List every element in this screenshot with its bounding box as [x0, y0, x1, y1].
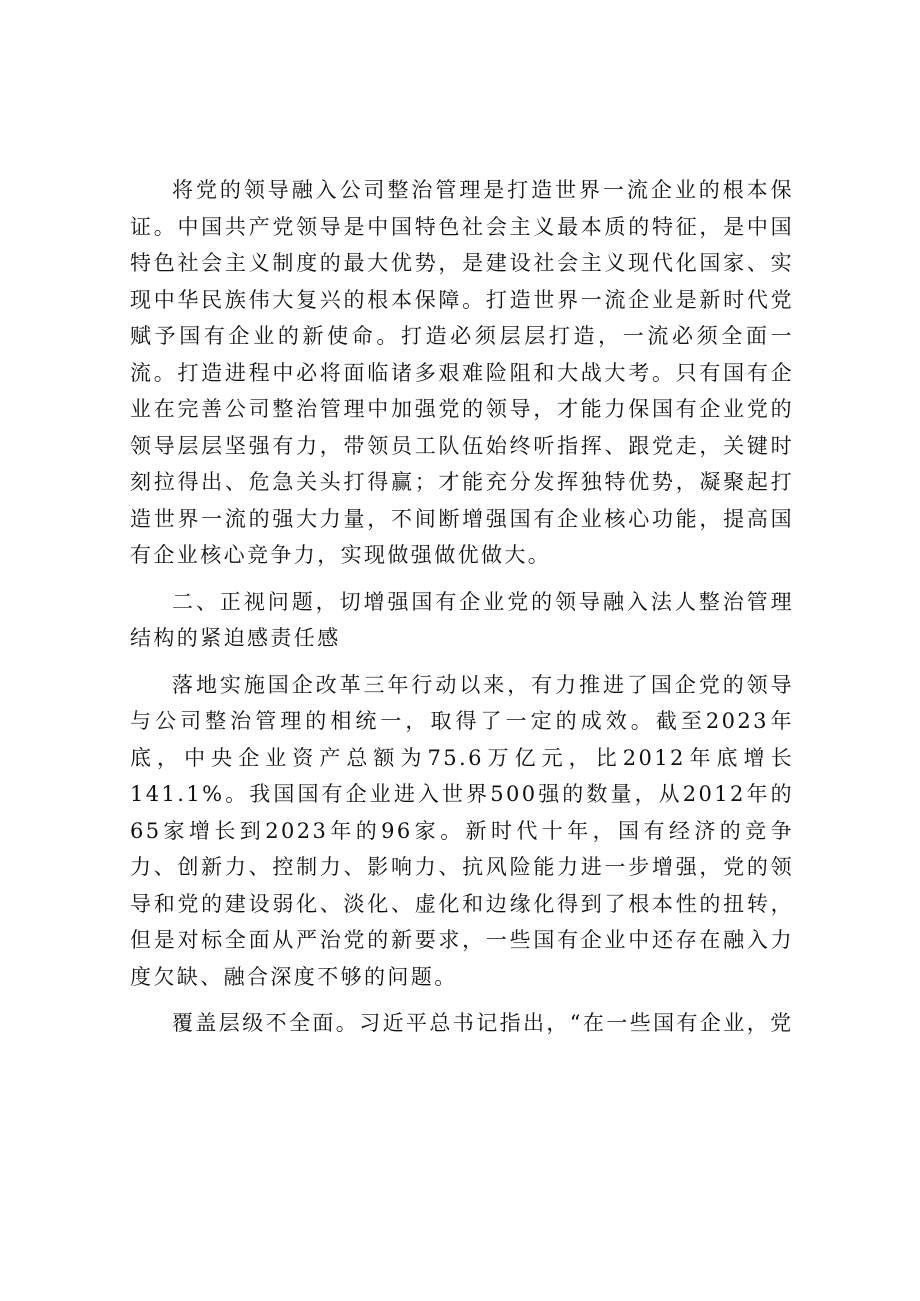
paragraph-coverage: 覆盖层级不全面。习近平总书记指出，“在一些国有企业，党 — [172, 1011, 794, 1035]
section-heading: 二、正视问题，切增强国有企业党的领导融入法人整治管理结构的紧迫感责任感 — [130, 589, 794, 650]
paragraph-achievements: 落地实施国企改革三年行动以来，有力推进了国企党的领导与公司整治管理的相统一，取得了一定的成效。截至2023年底，中央企业资产总额为75.6万亿元，比2012年底增长141.1%。我国国有企业进入世界500强的数量，从2012年的65家增长到2023年的96家。新时代十年，国有经济的竞争力、创新力、控制力、影响力、抗风险能力进一步增强，党的领导和党的建设弱化、淡化、虚化和边缘化得到了根本性的扭转，但是对标全面从严治党的新要求，一些国有企业中还存在融入力度欠缺、融合深度不够的问题。 — [130, 672, 794, 989]
document-body — [130, 172, 794, 1042]
paragraph-intro: 将党的领导融入公司整治管理是打造世界一流企业的根本保证。中国共产党领导是中国特色社会主义最本质的特征，是中国特色社会主义制度的最大优势，是建设社会主义现代化国家、实现中华民族伟大复兴的根本保障。打造世界一流企业是新时代党赋予国有企业的新使命。打造必须层层打造，一流必须全面一流。打造进程中必将面临诸多艰难险阻和大战大考。只有国有企业在完善公司整治管理中加强党的领导，才能力保国有企业党的领导层层坚强有力，带领员工队伍始终听指挥、跟党走，关键时刻拉得出、危急关头打得赢；才能充分发挥独特优势，凝聚起打造世界一流的强大力量，不间断增强国有企业核心功能，提高国有企业核心竞争力，实现做强做优做大。 — [130, 178, 794, 567]
